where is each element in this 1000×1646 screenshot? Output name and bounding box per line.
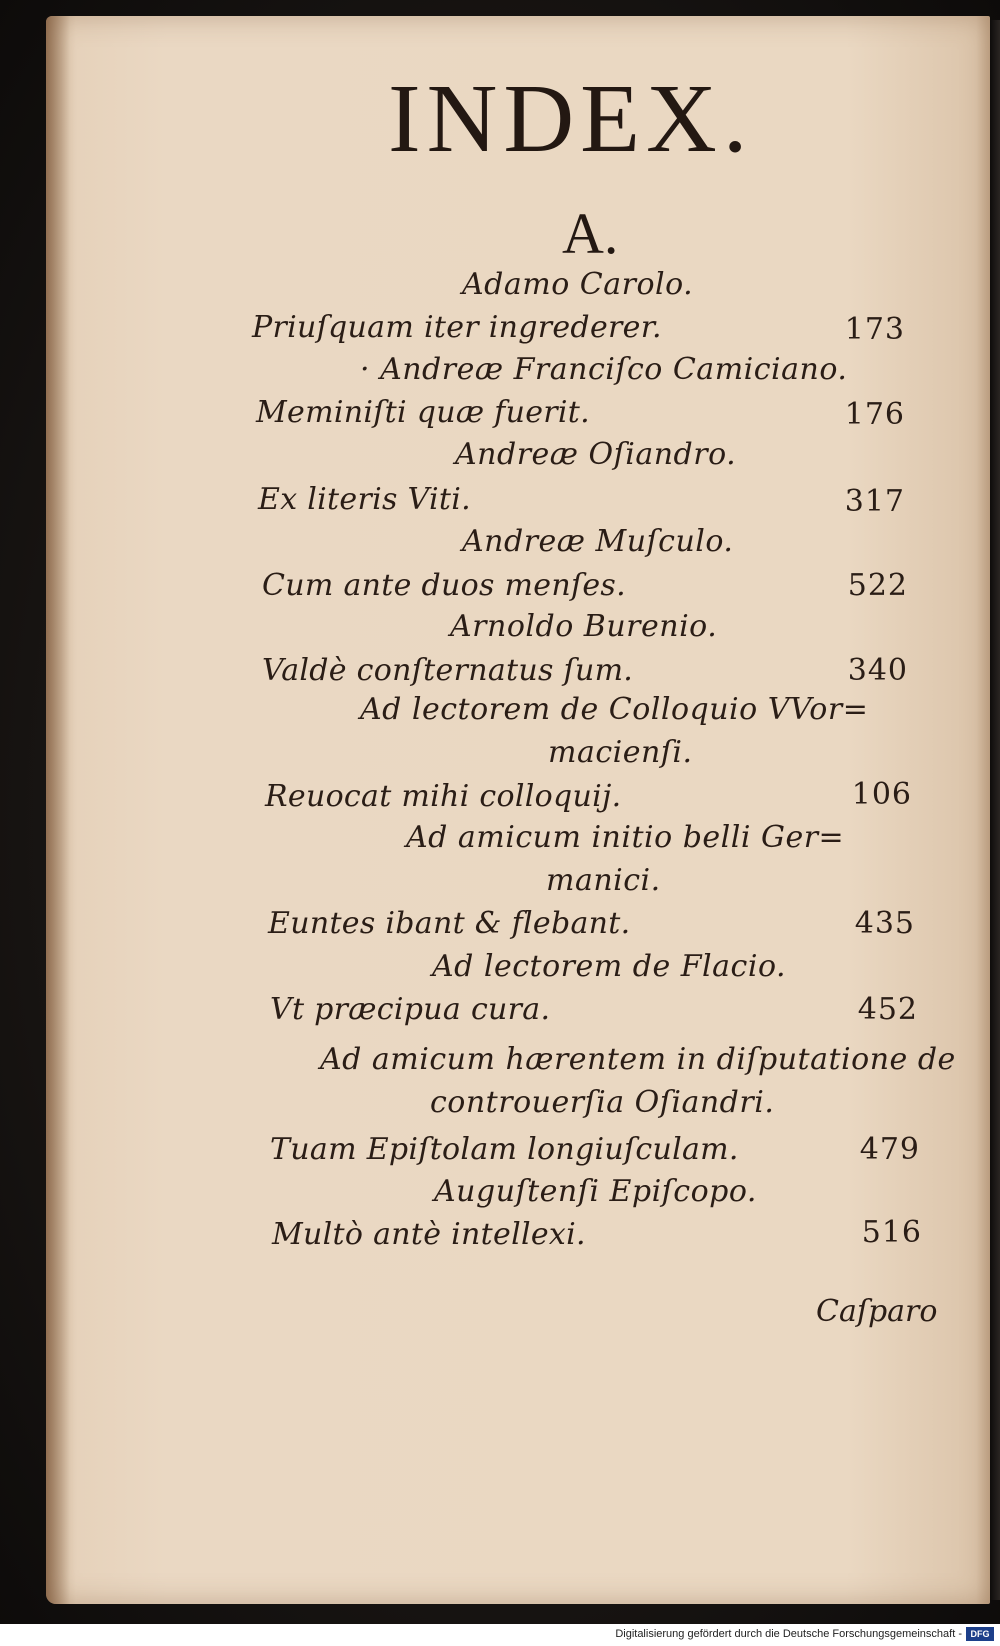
entry-heading: Ad lectorem de Colloquio VVor= — [360, 692, 869, 727]
entry-incipit: Reuocat mihi colloquij. — [265, 779, 622, 814]
dfg-logo: DFG — [966, 1627, 994, 1641]
entry-incipit: Valdè conſternatus ſum. — [262, 653, 634, 688]
entry-heading: · Andreæ Franciſco Camiciano. — [360, 352, 848, 387]
entry-page-number: 173 — [844, 312, 905, 347]
entry-page-number: 435 — [854, 906, 915, 941]
entry-heading-continuation: controuerſia Oſiandri. — [430, 1085, 775, 1120]
entry-heading: Andreæ Muſculo. — [462, 524, 734, 559]
entry-page-number: 479 — [859, 1132, 920, 1167]
footer-credit: Digitalisierung gefördert durch die Deutsche Forschungsgemeinschaft - — [615, 1628, 962, 1640]
catchword: Caſparo — [816, 1294, 938, 1329]
entry-page-number: 340 — [847, 653, 908, 688]
book-edge — [990, 20, 1000, 1600]
entry-incipit: Cum ante duos menſes. — [262, 568, 626, 603]
entry-page-number: 317 — [844, 484, 905, 519]
entry-heading: Andreæ Oſiandro. — [455, 437, 737, 472]
section-letter: A. — [562, 201, 619, 266]
entry-heading: Ad amicum initio belli Ger= — [406, 820, 845, 855]
entry-heading-continuation: manici. — [546, 863, 661, 898]
entry-heading: Ad amicum hærentem in diſputatione de — [320, 1042, 956, 1077]
page-title: INDEX. — [388, 65, 754, 173]
entry-incipit: Tuam Epiſtolam longiuſculam. — [270, 1132, 739, 1167]
entry-incipit: Meminiſti quæ fuerit. — [256, 395, 590, 430]
entry-page-number: 522 — [847, 568, 908, 603]
entry-page-number: 452 — [857, 992, 918, 1027]
entry-incipit: Priuſquam iter ingrederer. — [252, 310, 662, 345]
entry-incipit: Euntes ibant & flebant. — [268, 906, 631, 941]
entry-page-number: 106 — [851, 777, 912, 812]
entry-page-number: 516 — [861, 1215, 922, 1250]
entry-incipit: Vt præcipua cura. — [270, 992, 551, 1027]
page-gutter — [46, 16, 70, 1604]
entry-incipit: Ex literis Viti. — [258, 482, 471, 517]
entry-heading: Adamo Carolo. — [462, 267, 694, 302]
entry-incipit: Multò antè intellexi. — [272, 1217, 586, 1252]
entry-heading: Ad lectorem de Flacio. — [432, 949, 787, 984]
entry-heading: Arnoldo Burenio. — [450, 609, 718, 644]
entry-heading: Auguſtenſi Epiſcopo. — [434, 1174, 757, 1209]
entry-heading-continuation: macienſi. — [548, 735, 693, 770]
entry-page-number: 176 — [844, 397, 905, 432]
